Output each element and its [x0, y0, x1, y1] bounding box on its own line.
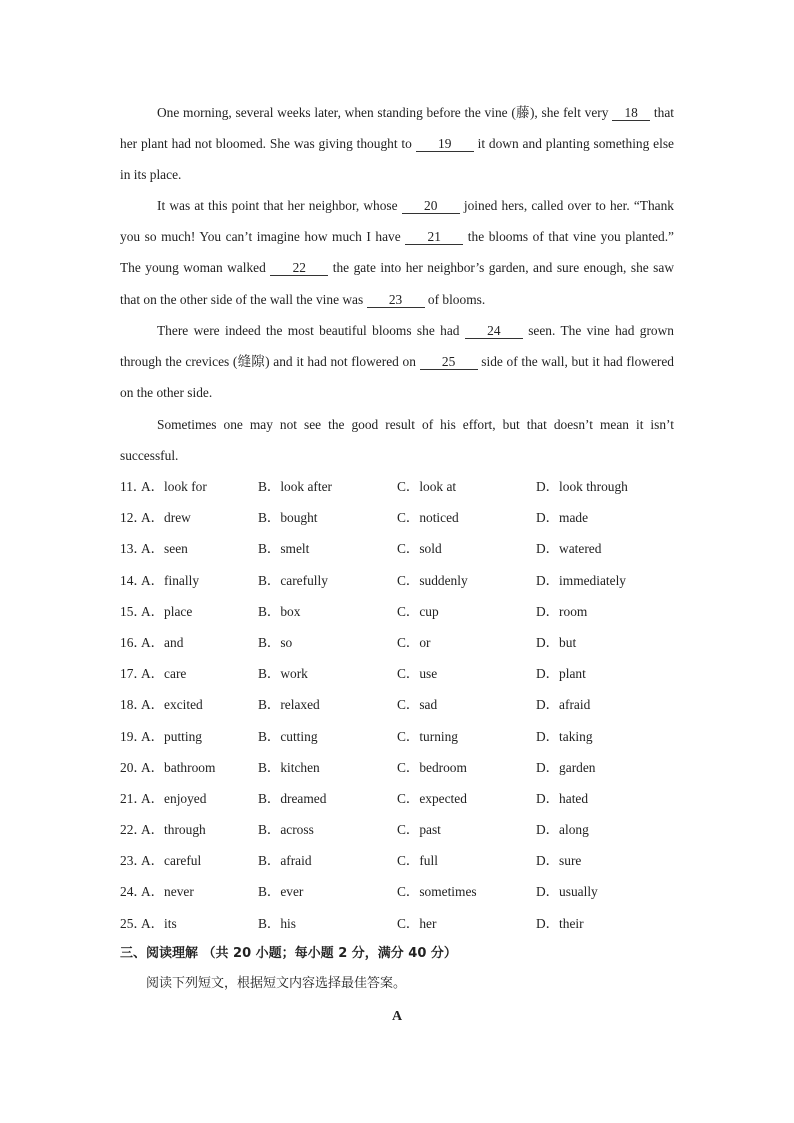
option-b: B．box: [258, 603, 301, 619]
question-number: 20．: [120, 759, 147, 775]
option-c: C．look at: [397, 479, 457, 494]
passage-paragraph-1: [120, 97, 674, 191]
passage-text: It was at this point that her neighbor, whose: [157, 198, 402, 213]
passage-text: the blooms of that vine you planted.” The young woman walked: [120, 229, 674, 276]
option-a: A．seen: [141, 541, 188, 557]
question-number: 24．: [120, 884, 147, 900]
option-b: B．work: [258, 666, 308, 682]
option-c: C．noticed: [397, 510, 459, 526]
option-c: C．turning: [397, 728, 459, 744]
option-b: B．relaxed: [258, 697, 320, 713]
option-a: A．place: [141, 603, 193, 619]
option-b: B．look after: [258, 479, 333, 494]
option-b: B．across: [258, 822, 314, 838]
passage-text: There were indeed the most beautiful blooms she had: [157, 323, 465, 338]
question-number: 22．: [120, 822, 147, 838]
blank-24: 24: [465, 323, 523, 339]
option-c: C．suddenly: [397, 572, 468, 588]
question-number: 15．: [120, 603, 147, 619]
option-b: B．his: [258, 915, 296, 931]
option-a: A．bathroom: [141, 759, 216, 775]
option-b: B．carefully: [258, 572, 328, 588]
option-c: C．sad: [397, 697, 438, 713]
passage-text: the gate into her neighbor’s garden, and sure enough, she saw that on the other side of the wall the vine was: [120, 260, 675, 307]
option-d: D．but: [536, 634, 577, 650]
option-c: C．sometimes: [397, 884, 477, 900]
option-d: D．taking: [536, 728, 593, 744]
option-a: A．finally: [141, 572, 200, 588]
option-d: D．their: [536, 915, 584, 931]
blank-20: 20: [402, 198, 460, 214]
option-a: A．and: [141, 634, 184, 650]
question-row: [120, 721, 680, 752]
passage-text: side of the wall, but it had flowered on the other side.: [120, 354, 674, 401]
section-instruction: 阅读下列短文，根据短文内容选择最佳答案。: [146, 976, 407, 991]
passage-text: joined hers, called over to her. “Thank you so much! You can’t imagine how much I have: [120, 198, 674, 245]
passage-text: One morning, several weeks later, when standing before the vine (藤), she felt very: [157, 105, 613, 120]
option-c: C．sold: [397, 541, 442, 557]
option-c: C．cup: [397, 603, 439, 619]
option-d: D．hated: [536, 790, 589, 806]
question-number: 23．: [120, 853, 147, 869]
question-row: [120, 876, 680, 907]
question-number: 12．: [120, 510, 147, 526]
option-d: D．look through: [536, 479, 628, 494]
option-b: B．smelt: [258, 541, 310, 557]
question-options-list: [120, 471, 680, 939]
question-row: [120, 502, 680, 533]
option-c: C．bedroom: [397, 759, 467, 775]
passage-label: A: [391, 1009, 403, 1024]
option-a: A．care: [141, 666, 187, 682]
option-b: B．afraid: [258, 853, 312, 869]
question-number: 14．: [120, 572, 147, 588]
question-number: 25．: [120, 915, 147, 931]
question-number: 11．: [120, 479, 147, 494]
section-heading: 三、阅读理解 （共 20 小题；每小题 2 分，满分 40 分）: [120, 946, 457, 961]
question-row: [120, 658, 680, 689]
question-row: [120, 689, 680, 720]
option-d: D．garden: [536, 759, 596, 775]
option-a: A．drew: [141, 510, 191, 526]
option-d: D．immediately: [536, 572, 626, 588]
question-number: 13．: [120, 541, 147, 557]
option-d: D．plant: [536, 666, 586, 682]
option-a: A．through: [141, 822, 206, 838]
option-b: B．kitchen: [258, 759, 320, 775]
option-d: D．watered: [536, 541, 602, 557]
question-row: [120, 533, 680, 564]
option-d: D．sure: [536, 853, 582, 869]
option-d: D．usually: [536, 884, 598, 900]
passage-text: of blooms.: [424, 291, 486, 307]
option-c: C．expected: [397, 790, 467, 806]
option-b: B．bought: [258, 510, 318, 526]
option-b: B．so: [258, 634, 293, 650]
option-a: A．its: [141, 915, 177, 931]
option-b: B．ever: [258, 884, 304, 900]
passage-paragraph-2: [120, 190, 674, 315]
question-row: [120, 596, 680, 627]
blank-25: 25: [420, 354, 478, 370]
passage-text: that her plant had not bloomed. She was giving thought to: [120, 105, 674, 152]
option-c: C．past: [397, 822, 441, 838]
question-number: 19．: [120, 728, 147, 744]
option-b: B．dreamed: [258, 790, 327, 806]
option-d: D．afraid: [536, 697, 591, 713]
blank-18: 18: [612, 105, 650, 121]
question-row: [120, 783, 680, 814]
passage-text: it down and planting something else in its place.: [120, 136, 674, 183]
question-row: [120, 627, 680, 658]
question-row: [120, 814, 680, 845]
option-a: A．careful: [141, 853, 202, 869]
option-c: C．or: [397, 634, 431, 650]
blank-19: 19: [416, 136, 474, 152]
passage-text: seen. The vine had grown through the crevices (缝隙) and it had not flowered on: [120, 323, 674, 370]
question-row: [120, 908, 680, 939]
blank-21: 21: [405, 229, 463, 245]
option-a: A．putting: [141, 728, 203, 744]
question-number: 18．: [120, 697, 147, 713]
option-c: C．use: [397, 666, 438, 682]
option-a: A．look for: [141, 479, 207, 494]
option-d: D．along: [536, 822, 589, 838]
option-c: C．full: [397, 853, 438, 869]
question-row: [120, 845, 680, 876]
blank-22: 22: [270, 260, 328, 276]
blank-23: 23: [367, 292, 425, 308]
option-b: B．cutting: [258, 728, 318, 744]
question-row: [120, 471, 680, 502]
passage-paragraph-3: [120, 315, 674, 409]
option-c: C．her: [397, 915, 437, 931]
passage-paragraph-4: Sometimes one may not see the good result of his effort, but that doesn’t mean it isn’t successful.: [120, 417, 674, 464]
option-d: D．made: [536, 510, 589, 526]
option-a: A．never: [141, 884, 194, 900]
question-row: [120, 752, 680, 783]
option-a: A．enjoyed: [141, 790, 207, 806]
question-number: 17．: [120, 666, 147, 682]
question-number: 16．: [120, 634, 147, 650]
question-row: [120, 565, 680, 596]
question-number: 21．: [120, 790, 147, 806]
option-a: A．excited: [141, 697, 203, 713]
option-d: D．room: [536, 603, 588, 619]
